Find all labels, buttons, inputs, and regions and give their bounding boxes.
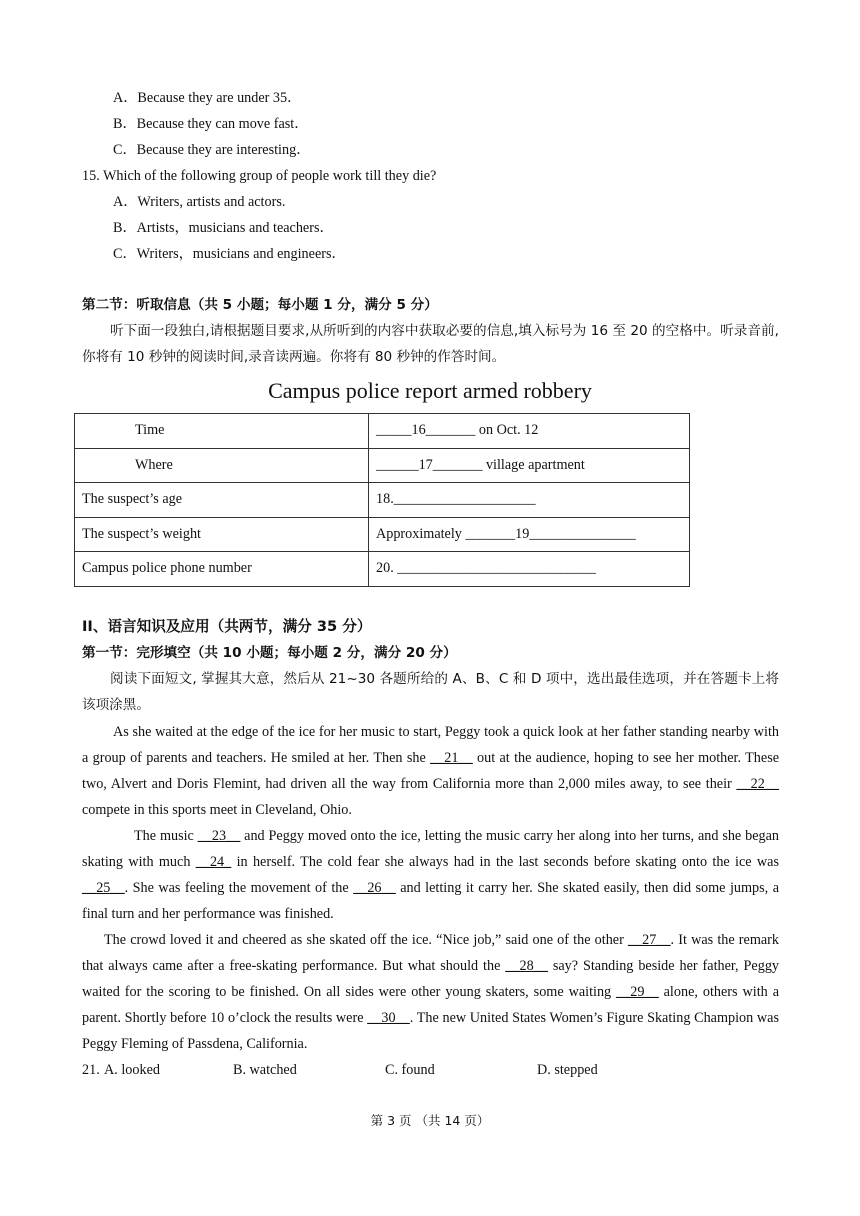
- text-span: The music: [134, 828, 198, 844]
- text-span: out at the audience, hoping to see her mother. These two, Alvert and Doris Flemint, had driven all the way from California more than 2,000 miles away, to see their: [82, 750, 780, 792]
- text-span: say? Standing beside her father, Peggy waited for the scoring to be finished. On all sides were other young skaters, some waiting: [82, 958, 780, 1000]
- row-value: _____16_______ on Oct. 12: [369, 414, 690, 449]
- report-table: [74, 413, 690, 587]
- q21-number: 21.: [82, 1062, 100, 1078]
- report-title: Campus police report armed robbery: [268, 378, 592, 403]
- blank-28: __28__: [505, 958, 548, 974]
- q14-option-c: C．Because they are interesting．: [113, 142, 311, 158]
- row-value: 18.____________________: [369, 483, 690, 518]
- row-label: The suspect’s age: [75, 483, 369, 518]
- text-span: . The new United States Women’s Figure Skating Champion was Peggy Fleming of Passdena, California.: [82, 1010, 779, 1052]
- blank-25: __25__: [82, 880, 125, 896]
- blank-22: __22__: [736, 776, 779, 792]
- text-span: The crowd loved it and cheered as she skated off the ice. “Nice job,” said one of the other: [104, 932, 628, 948]
- text-span: alone, others with a parent. Shortly before 10 o’clock the results were: [82, 984, 779, 1026]
- text-span: and Peggy moved onto the ice, letting the music carry her along into her turns, and she began skating with much: [82, 828, 779, 870]
- table-row: [75, 483, 690, 518]
- blank-23: __23__: [197, 828, 241, 844]
- text-span: As she waited at the edge of the ice for her music to start, Peggy took a quick look at her father standing nearby with a group of parents and teachers. He smiled at her. Then she: [82, 724, 779, 766]
- text-span: compete in this sports meet in Cleveland, Ohio.: [82, 802, 352, 818]
- q21-option-a: A. looked: [104, 1062, 160, 1078]
- q14-option-a: A．Because they are under 35．: [113, 90, 302, 106]
- q15-option-b: B．Artists，musicians and teachers．: [113, 220, 334, 236]
- blank-21: __21__: [430, 750, 473, 766]
- table-row: [75, 552, 690, 587]
- q21-option-d: D. stepped: [537, 1062, 598, 1078]
- passage-paragraph-2: [82, 823, 779, 927]
- table-row: [75, 448, 690, 483]
- q21-option-b: B. watched: [233, 1062, 297, 1078]
- passage-paragraph-1: [82, 719, 779, 823]
- text-span: in herself. The cold fear she always had in the last seconds before skating onto the ice was: [231, 854, 779, 870]
- text-span: and letting it carry her. She skated easily, then did some jumps, a final turn and her performance was finished.: [82, 880, 779, 922]
- row-label: Time: [75, 414, 369, 449]
- q15-option-c: C．Writers，musicians and engineers．: [113, 246, 346, 262]
- page-footer: 第 3 页 （共 14 页）: [370, 1113, 490, 1128]
- blank-24: __24_: [195, 854, 232, 870]
- row-value: ______17_______ village apartment: [369, 448, 690, 483]
- passage-paragraph-3: [82, 927, 779, 1057]
- text-span: . She was feeling the movement of the: [124, 880, 354, 896]
- row-value: 20. ____________________________: [369, 552, 690, 587]
- blank-26: __26__: [353, 880, 396, 896]
- part2-heading: II、语言知识及应用（共两节，满分 35 分）: [82, 618, 372, 635]
- q14-option-b: B．Because they can move fast．: [113, 116, 309, 132]
- blank-27: __27__: [627, 932, 671, 948]
- blank-30: __30__: [367, 1010, 410, 1026]
- q21-option-c: C. found: [385, 1062, 435, 1078]
- cloze-heading: 第一节：完形填空（共 10 小题；每小题 2 分，满分 20 分）: [82, 645, 457, 661]
- table-row: [75, 517, 690, 552]
- blank-29: __29__: [616, 984, 659, 1000]
- section2-instruction: 听下面一段独白,请根据题目要求,从所听到的内容中获取必要的信息,填入标号为 16 至 20 的空格中。听录音前,你将有 10 秒钟的阅读时间,录音读两遍。你将有 80 秒钟的作答时间。: [82, 323, 779, 365]
- row-label: The suspect’s weight: [75, 517, 369, 552]
- row-label: Campus police phone number: [75, 552, 369, 587]
- table-row: [75, 414, 690, 449]
- section2-heading: 第二节：听取信息（共 5 小题；每小题 1 分，满分 5 分）: [82, 297, 438, 313]
- q15-question: 15. Which of the following group of people work till they die?: [82, 168, 437, 184]
- text-span: . It was the remark that always came after a free-skating performance. But what should the: [82, 932, 779, 974]
- q15-option-a: A．Writers, artists and actors.: [113, 194, 286, 210]
- row-label: Where: [75, 448, 369, 483]
- cloze-instruction: 阅读下面短文, 掌握其大意，然后从 21~30 各题所给的 A、B、C 和 D 项中，选出最佳选项，并在答题卡上将该项涂黑。: [82, 671, 779, 713]
- row-value: Approximately _______19_______________: [369, 517, 690, 552]
